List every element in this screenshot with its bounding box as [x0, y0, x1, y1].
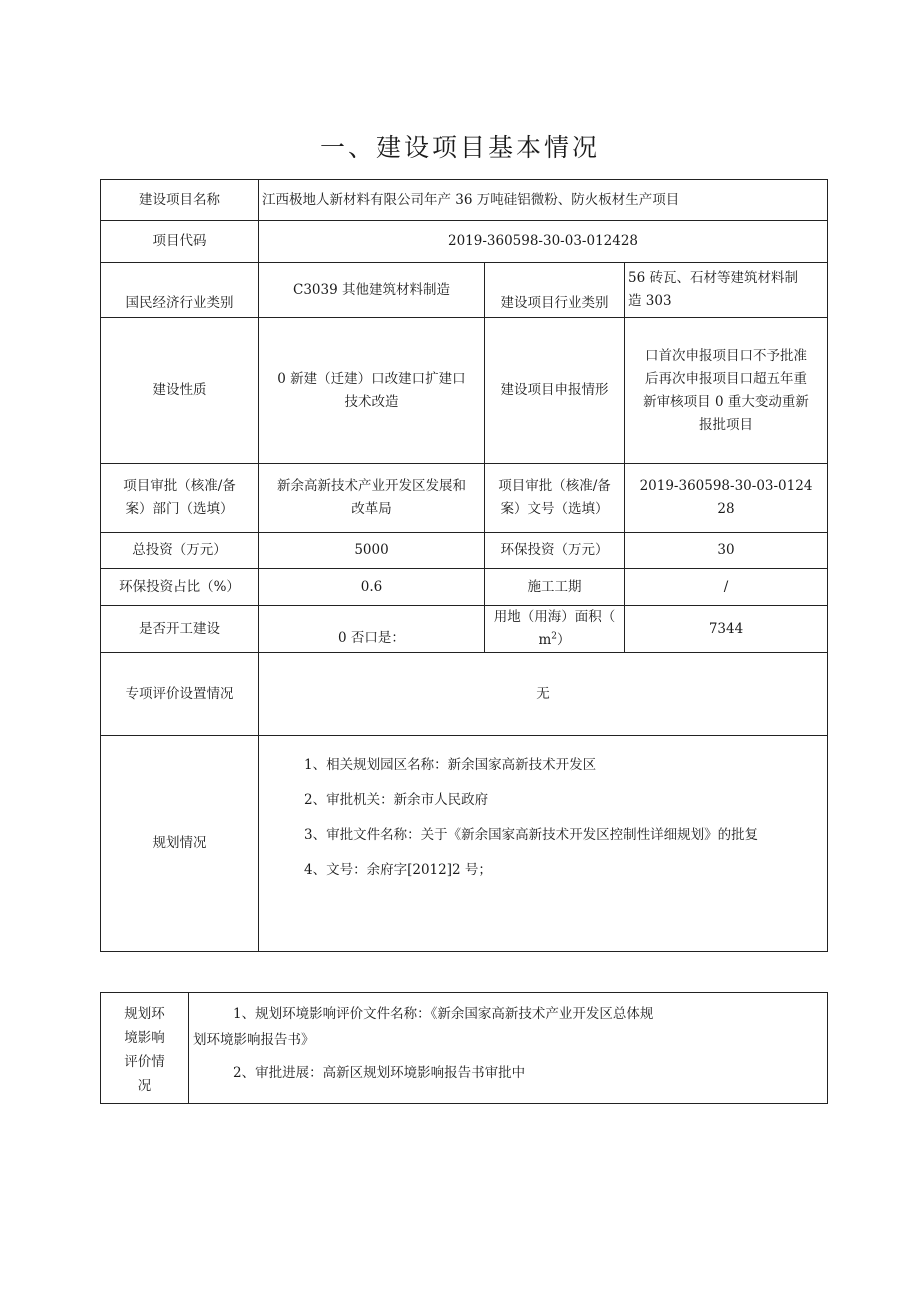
total-investment-label: 总投资（万元）	[101, 533, 259, 569]
project-info-table	[100, 179, 828, 952]
project-industry-line1: 56 砖瓦、石材等建筑材料制	[628, 270, 798, 286]
planning-item: 4、文号：余府字[2012]2 号；	[304, 862, 492, 878]
row-planning	[101, 736, 828, 952]
row-started	[101, 606, 828, 653]
env-eval-label-line3: 评价情	[124, 1054, 165, 1070]
approval-dept-label-line1: 项目审批（核准/备	[123, 478, 236, 494]
land-area-label-line1: 用地（用海）面积（	[493, 609, 616, 625]
approval-doc-value-line2: 28	[717, 501, 735, 517]
row-special	[101, 653, 828, 736]
row-approval	[101, 464, 828, 533]
row-industry	[101, 263, 828, 318]
special-eval-value: 无	[259, 653, 828, 736]
nature-label: 建设性质	[101, 318, 259, 464]
project-industry-value	[625, 263, 828, 318]
approval-doc-label-line2: 案）文号（选填）	[500, 501, 609, 517]
declare-value-line2: 后再次申报项目口超五年重	[645, 370, 807, 387]
construction-period-value: /	[625, 569, 828, 606]
env-eval-item1-line2: 划环境影响报告书》	[193, 1032, 315, 1048]
project-industry-line2: 造 303	[628, 293, 672, 309]
planning-item: 2、审批机关：新余市人民政府	[304, 792, 489, 808]
land-area-label	[485, 606, 625, 653]
nature-value-line2: 技术改造	[344, 393, 399, 410]
project-code-value: 2019-360598-30-03-012428	[259, 221, 828, 263]
env-investment-value: 30	[625, 533, 828, 569]
row-investment	[101, 533, 828, 569]
construction-period-label: 施工工期	[485, 569, 625, 606]
env-eval-label-line1: 规划环	[124, 1006, 165, 1022]
approval-dept-value-line2: 改革局	[351, 501, 392, 517]
declare-value	[625, 318, 828, 464]
approval-dept-value	[259, 464, 485, 533]
started-value: 0 否口是：	[259, 606, 485, 653]
land-area-value: 7344	[625, 606, 828, 653]
row-nature	[101, 318, 828, 464]
declare-value-line1: 口首次申报项目口不予批准	[645, 347, 807, 364]
nature-value-line1: 0 新建（迁建）口改建口扩建口	[277, 370, 466, 387]
env-investment-label: 环保投资（万元）	[485, 533, 625, 569]
row-project-code	[101, 221, 828, 263]
project-industry-label: 建设项目行业类别	[485, 263, 625, 318]
env-eval-label	[101, 993, 189, 1104]
row-env-eval	[101, 993, 828, 1104]
total-investment-value: 5000	[259, 533, 485, 569]
project-name-value: 江西极地人新材料有限公司年产 36 万吨硅铝微粉、防火板材生产项目	[259, 180, 828, 221]
started-label: 是否开工建设	[101, 606, 259, 653]
land-area-label-line2	[488, 629, 621, 652]
planning-label: 规划情况	[101, 736, 259, 952]
land-area-unit-sup: 2	[551, 631, 558, 642]
land-area-close: ）	[557, 632, 571, 648]
env-eval-item1-line1: 1、规划环境影响评价文件名称：《新余国家高新技术产业开发区总体规	[233, 1006, 654, 1022]
planning-item: 1、相关规划园区名称：新余国家高新技术开发区	[304, 757, 597, 773]
env-eval-content	[189, 993, 828, 1104]
industry-label: 国民经济行业类别	[101, 263, 259, 318]
approval-doc-value	[625, 464, 828, 533]
industry-value: C3039 其他建筑材料制造	[259, 263, 485, 318]
row-project-name	[101, 180, 828, 221]
planning-content	[259, 736, 828, 952]
approval-dept-value-line1: 新余高新技术产业开发区发展和	[277, 478, 466, 494]
env-ratio-label: 环保投资占比（%）	[101, 569, 259, 606]
declare-label: 建设项目申报情形	[485, 318, 625, 464]
approval-doc-label-line1: 项目审批（核准/备	[498, 478, 611, 494]
env-eval-label-line2: 境影响	[124, 1030, 165, 1046]
approval-dept-label	[101, 464, 259, 533]
declare-value-line4: 报批项目	[699, 416, 753, 433]
row-ratio	[101, 569, 828, 606]
page-title: 一、建设项目基本情况	[319, 133, 600, 162]
approval-doc-value-line1: 2019-360598-30-03-0124	[639, 478, 813, 494]
nature-value	[259, 318, 485, 464]
env-eval-table	[100, 992, 828, 1104]
approval-doc-label	[485, 464, 625, 533]
env-eval-label-line4: 况	[137, 1078, 152, 1094]
project-name-label: 建设项目名称	[101, 180, 259, 221]
declare-value-line3: 新审核项目 0 重大变动重新	[643, 393, 809, 410]
planning-item: 3、审批文件名称：关于《新余国家高新技术开发区控制性详细规划》的批复	[304, 827, 759, 843]
env-ratio-value: 0.6	[259, 569, 485, 606]
approval-dept-label-line2: 案）部门（选填）	[125, 501, 234, 517]
land-area-unit: m	[538, 632, 552, 648]
special-eval-label: 专项评价设置情况	[101, 653, 259, 736]
env-eval-item2: 2、审批进展：高新区规划环境影响报告书审批中	[233, 1065, 526, 1081]
project-code-label: 项目代码	[101, 221, 259, 263]
